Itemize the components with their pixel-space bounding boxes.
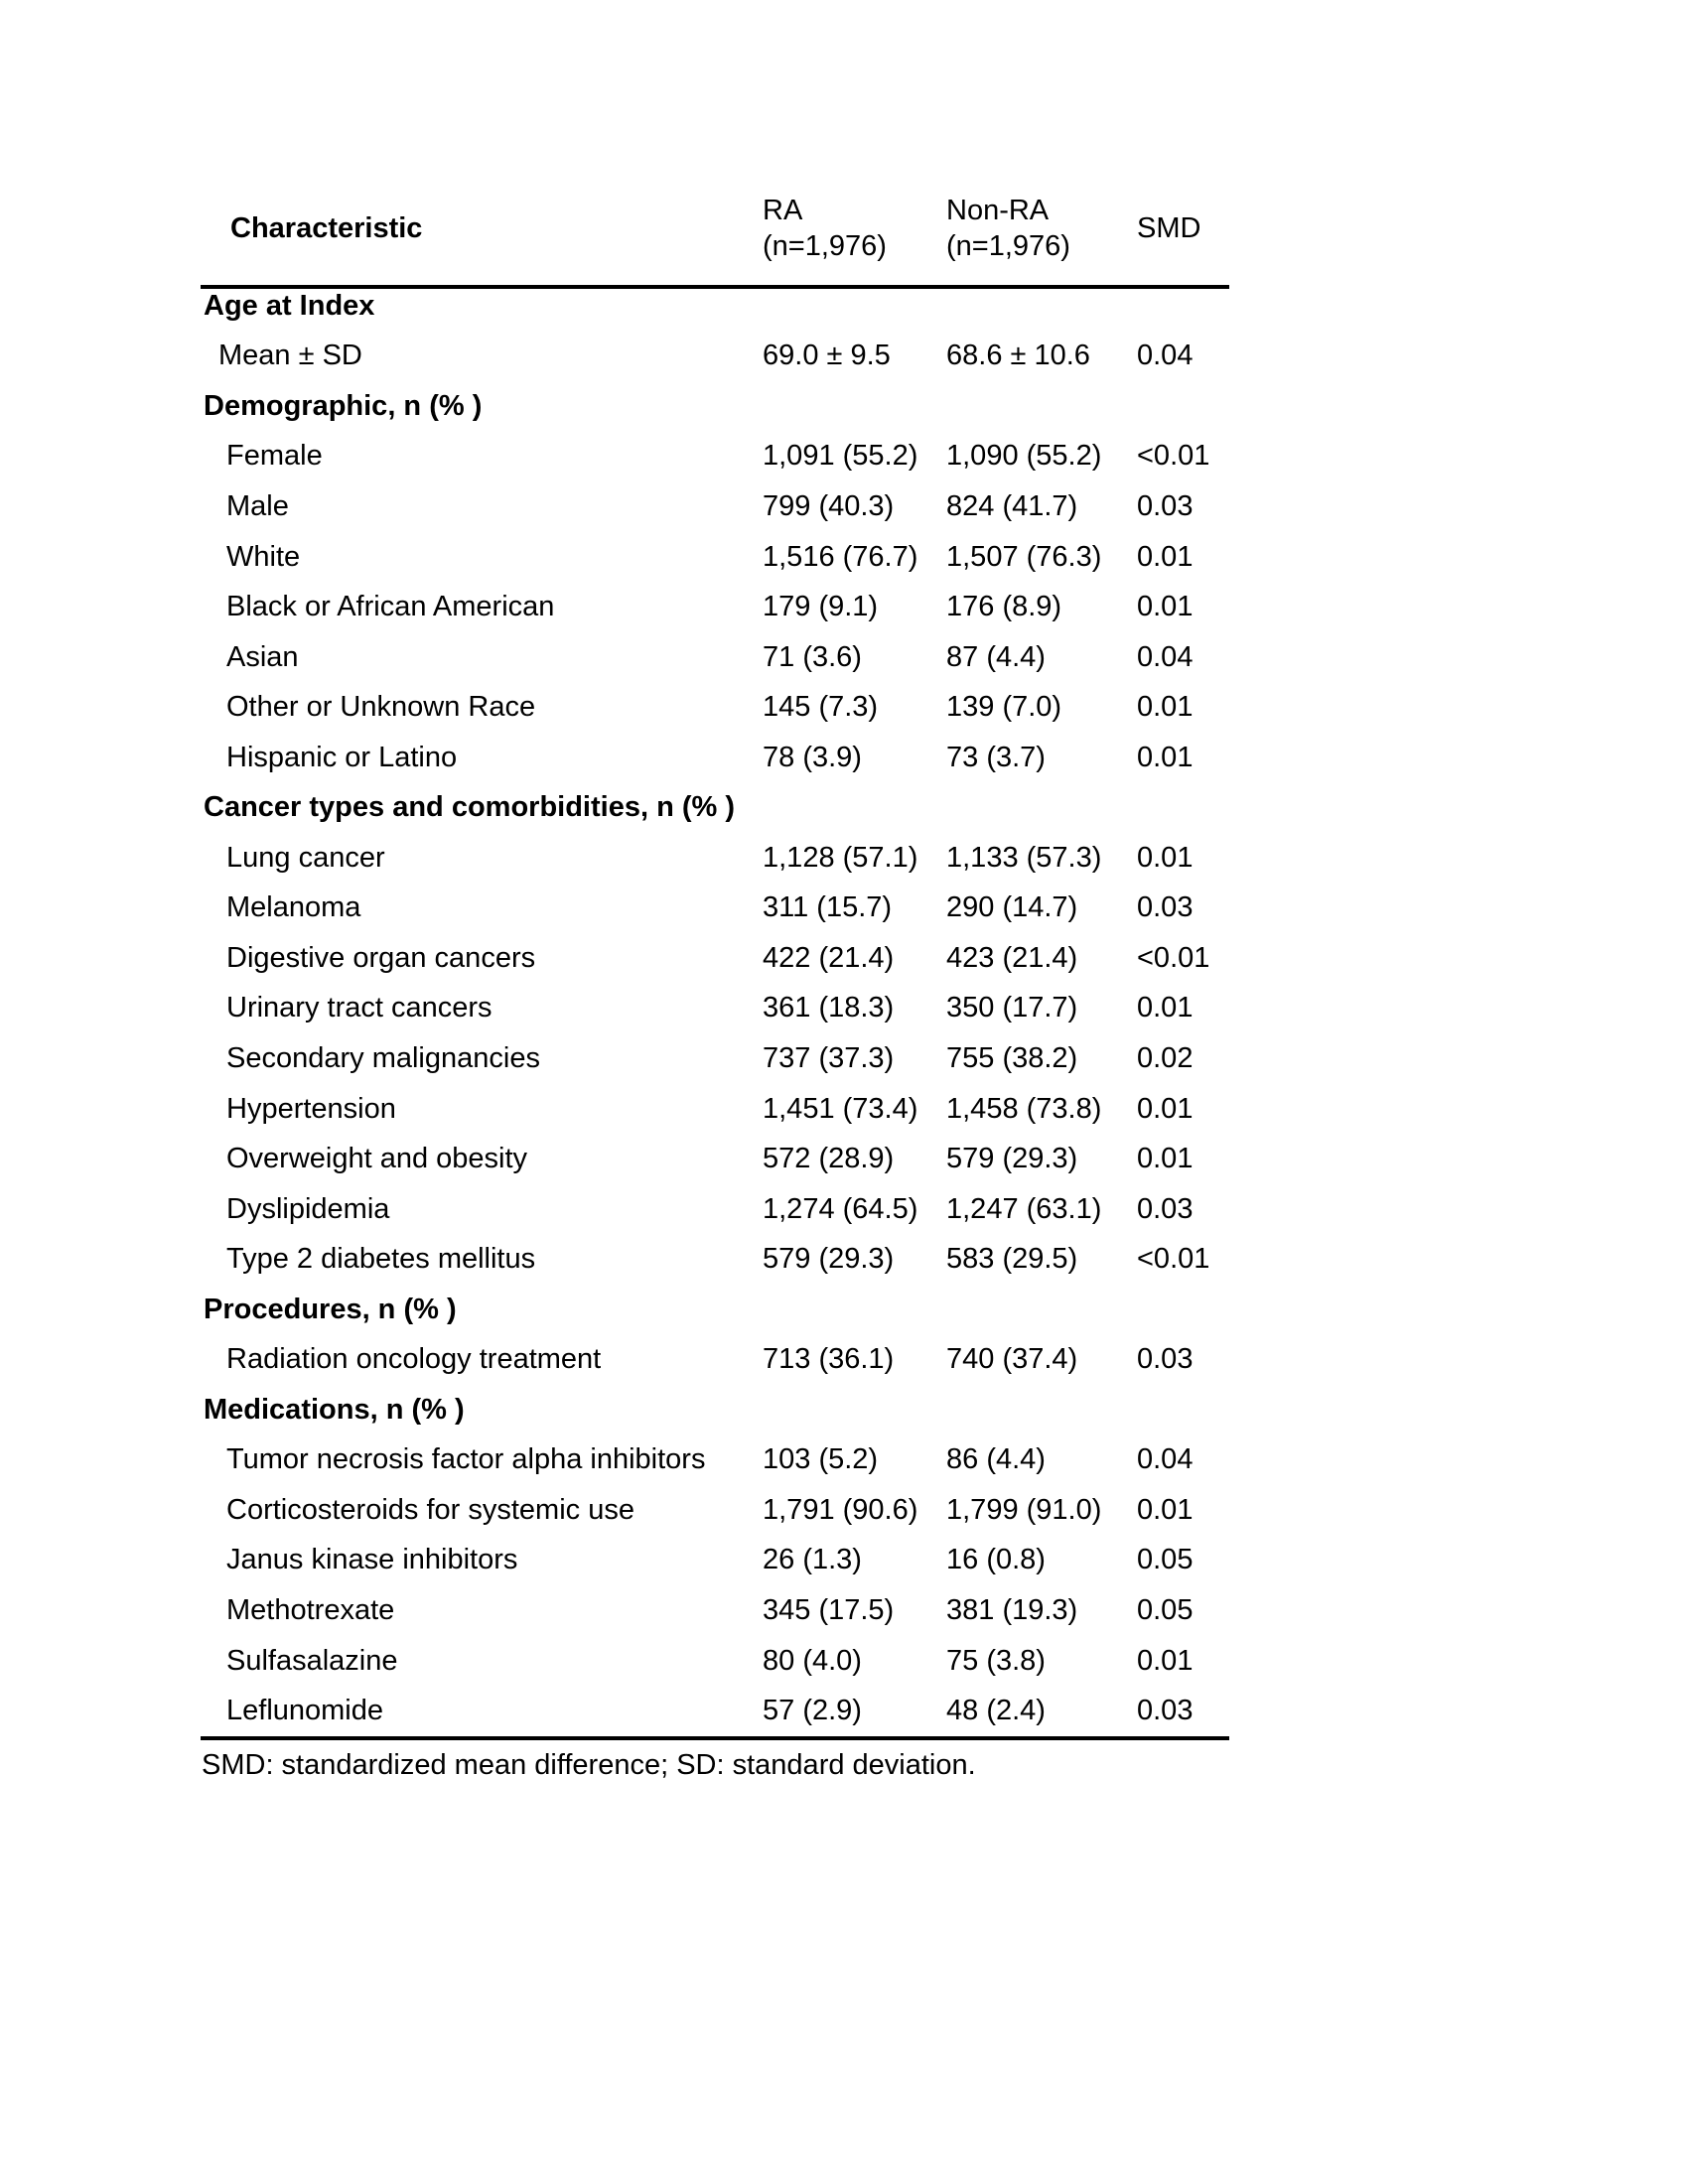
smd-value: 0.03 (1137, 489, 1194, 522)
nonra-value: 740 (37.4) (946, 1343, 1078, 1376)
table-row (201, 884, 1229, 934)
table-row (201, 1636, 1229, 1687)
ra-value: 579 (29.3) (763, 1243, 895, 1276)
table-row (201, 933, 1229, 984)
table-row (201, 1485, 1229, 1536)
table-row (201, 582, 1229, 632)
row-label: Urinary tract cancers (226, 992, 492, 1024)
row-label: Melanoma (226, 891, 361, 924)
table-row (201, 1234, 1229, 1285)
table-row (201, 682, 1229, 733)
ra-value: 422 (21.4) (763, 941, 895, 974)
row-label: Type 2 diabetes mellitus (226, 1243, 536, 1276)
row-label: Tumor necrosis factor alpha inhibitors (226, 1443, 706, 1476)
table-row (201, 381, 1229, 432)
row-label: Asian (226, 640, 299, 673)
table-row (201, 1435, 1229, 1486)
ra-value: 345 (17.5) (763, 1593, 895, 1626)
nonra-value: 68.6 ± 10.6 (946, 340, 1090, 372)
column-header-nonra (946, 193, 1137, 264)
nonra-value: 1,458 (73.8) (946, 1092, 1102, 1125)
ra-value: 713 (36.1) (763, 1343, 895, 1376)
row-label: White (226, 540, 301, 573)
row-label: Janus kinase inhibitors (226, 1544, 518, 1576)
ra-value: 799 (40.3) (763, 489, 895, 522)
smd-value: 0.01 (1137, 992, 1194, 1024)
nonra-value: 1,799 (91.0) (946, 1493, 1102, 1526)
nonra-value: 1,133 (57.3) (946, 841, 1102, 874)
smd-value: 0.01 (1137, 691, 1194, 724)
table-row (201, 1334, 1229, 1385)
smd-value: 0.02 (1137, 1041, 1194, 1074)
nonra-value: 290 (14.7) (946, 891, 1078, 924)
table-header-row (201, 184, 1229, 285)
column-header-ra-n: (n=1,976) (763, 230, 887, 262)
table-row (201, 481, 1229, 532)
nonra-value: 1,507 (76.3) (946, 540, 1102, 573)
nonra-value: 87 (4.4) (946, 640, 1046, 673)
table-row (201, 984, 1229, 1034)
row-label: Hispanic or Latino (226, 741, 458, 773)
smd-value: 0.01 (1137, 1143, 1194, 1175)
row-label: Leflunomide (226, 1695, 383, 1727)
column-header-nonra-n: (n=1,976) (946, 230, 1070, 262)
ra-value: 179 (9.1) (763, 591, 879, 623)
table-footnote: SMD: standardized mean difference; SD: standard deviation. (202, 1748, 976, 1781)
table-row (201, 632, 1229, 683)
smd-value: 0.04 (1137, 1443, 1194, 1476)
smd-value: 0.01 (1137, 591, 1194, 623)
row-label: Corticosteroids for systemic use (226, 1493, 634, 1526)
table-row (201, 332, 1229, 382)
smd-value: 0.01 (1137, 540, 1194, 573)
row-label: Sulfasalazine (226, 1644, 398, 1677)
ra-value: 361 (18.3) (763, 992, 895, 1024)
row-label: Overweight and obesity (226, 1143, 528, 1175)
column-header-nonra-name: Non-RA (946, 195, 1050, 226)
nonra-value: 583 (29.5) (946, 1243, 1078, 1276)
row-label: Dyslipidemia (226, 1192, 390, 1225)
nonra-value: 423 (21.4) (946, 941, 1078, 974)
ra-value: 1,516 (76.7) (763, 540, 918, 573)
nonra-value: 1,247 (63.1) (946, 1192, 1102, 1225)
smd-value: 0.03 (1137, 1343, 1194, 1376)
table-row (201, 1585, 1229, 1636)
table-row (201, 1536, 1229, 1586)
ra-value: 145 (7.3) (763, 691, 879, 724)
ra-value: 1,451 (73.4) (763, 1092, 918, 1125)
table-row (201, 833, 1229, 884)
smd-value: 0.05 (1137, 1593, 1194, 1626)
column-header-characteristic: Characteristic (230, 211, 423, 244)
table-body (201, 281, 1229, 1736)
ra-value: 78 (3.9) (763, 741, 862, 773)
row-label: Methotrexate (226, 1593, 395, 1626)
row-label: Hypertension (226, 1092, 396, 1125)
section-label: Age at Index (204, 289, 375, 322)
table-row (201, 1686, 1229, 1736)
nonra-value: 86 (4.4) (946, 1443, 1046, 1476)
nonra-value: 755 (38.2) (946, 1041, 1078, 1074)
row-label: Black or African American (226, 591, 555, 623)
smd-value: 0.01 (1137, 841, 1194, 874)
nonra-value: 75 (3.8) (946, 1644, 1046, 1677)
ra-value: 572 (28.9) (763, 1143, 895, 1175)
row-label: Mean ± SD (218, 340, 362, 372)
table-row (201, 782, 1229, 833)
smd-value: <0.01 (1137, 941, 1210, 974)
ra-value: 311 (15.7) (763, 891, 893, 924)
row-label: Digestive organ cancers (226, 941, 536, 974)
ra-value: 1,091 (55.2) (763, 440, 918, 473)
smd-value: 0.01 (1137, 1493, 1194, 1526)
nonra-value: 16 (0.8) (946, 1544, 1046, 1576)
row-label: Lung cancer (226, 841, 385, 874)
nonra-value: 48 (2.4) (946, 1695, 1046, 1727)
baseline-characteristics-table (201, 184, 1229, 1782)
ra-value: 69.0 ± 9.5 (763, 340, 891, 372)
table-row (201, 532, 1229, 583)
section-label: Procedures, n (% ) (204, 1293, 457, 1325)
smd-value: 0.03 (1137, 891, 1194, 924)
table-row (201, 1033, 1229, 1084)
nonra-value: 350 (17.7) (946, 992, 1078, 1024)
ra-value: 71 (3.6) (763, 640, 862, 673)
smd-value: 0.03 (1137, 1695, 1194, 1727)
smd-value: 0.01 (1137, 1644, 1194, 1677)
table-row (201, 1134, 1229, 1184)
smd-value: 0.04 (1137, 640, 1194, 673)
column-header-smd: SMD (1137, 212, 1201, 244)
row-label: Radiation oncology treatment (226, 1343, 602, 1376)
nonra-value: 824 (41.7) (946, 489, 1078, 522)
ra-value: 1,791 (90.6) (763, 1493, 918, 1526)
ra-value: 80 (4.0) (763, 1644, 862, 1677)
nonra-value: 176 (8.9) (946, 591, 1062, 623)
smd-value: <0.01 (1137, 1243, 1210, 1276)
row-label: Secondary malignancies (226, 1041, 540, 1074)
smd-value: <0.01 (1137, 440, 1210, 473)
column-header-ra (763, 193, 946, 264)
ra-value: 1,128 (57.1) (763, 841, 918, 874)
nonra-value: 73 (3.7) (946, 741, 1046, 773)
smd-value: 0.03 (1137, 1192, 1194, 1225)
section-label: Cancer types and comorbidities, n (% ) (204, 791, 735, 824)
table-row (201, 1084, 1229, 1135)
smd-value: 0.01 (1137, 1092, 1194, 1125)
nonra-value: 381 (19.3) (946, 1593, 1078, 1626)
row-label: Female (226, 440, 323, 473)
nonra-value: 1,090 (55.2) (946, 440, 1102, 473)
table-row (201, 1285, 1229, 1335)
nonra-value: 579 (29.3) (946, 1143, 1078, 1175)
ra-value: 57 (2.9) (763, 1695, 862, 1727)
section-label: Medications, n (% ) (204, 1393, 465, 1426)
ra-value: 26 (1.3) (763, 1544, 862, 1576)
row-label: Other or Unknown Race (226, 691, 536, 724)
table-row (201, 733, 1229, 783)
ra-value: 737 (37.3) (763, 1041, 895, 1074)
table-row (201, 432, 1229, 482)
table-row (201, 1184, 1229, 1235)
smd-value: 0.05 (1137, 1544, 1194, 1576)
smd-value: 0.01 (1137, 741, 1194, 773)
smd-value: 0.04 (1137, 340, 1194, 372)
ra-value: 1,274 (64.5) (763, 1192, 918, 1225)
column-header-ra-name: RA (763, 195, 803, 226)
section-label: Demographic, n (% ) (204, 389, 483, 422)
row-label: Male (226, 489, 289, 522)
table-row (201, 281, 1229, 332)
ra-value: 103 (5.2) (763, 1443, 879, 1476)
table-row (201, 1385, 1229, 1435)
nonra-value: 139 (7.0) (946, 691, 1062, 724)
